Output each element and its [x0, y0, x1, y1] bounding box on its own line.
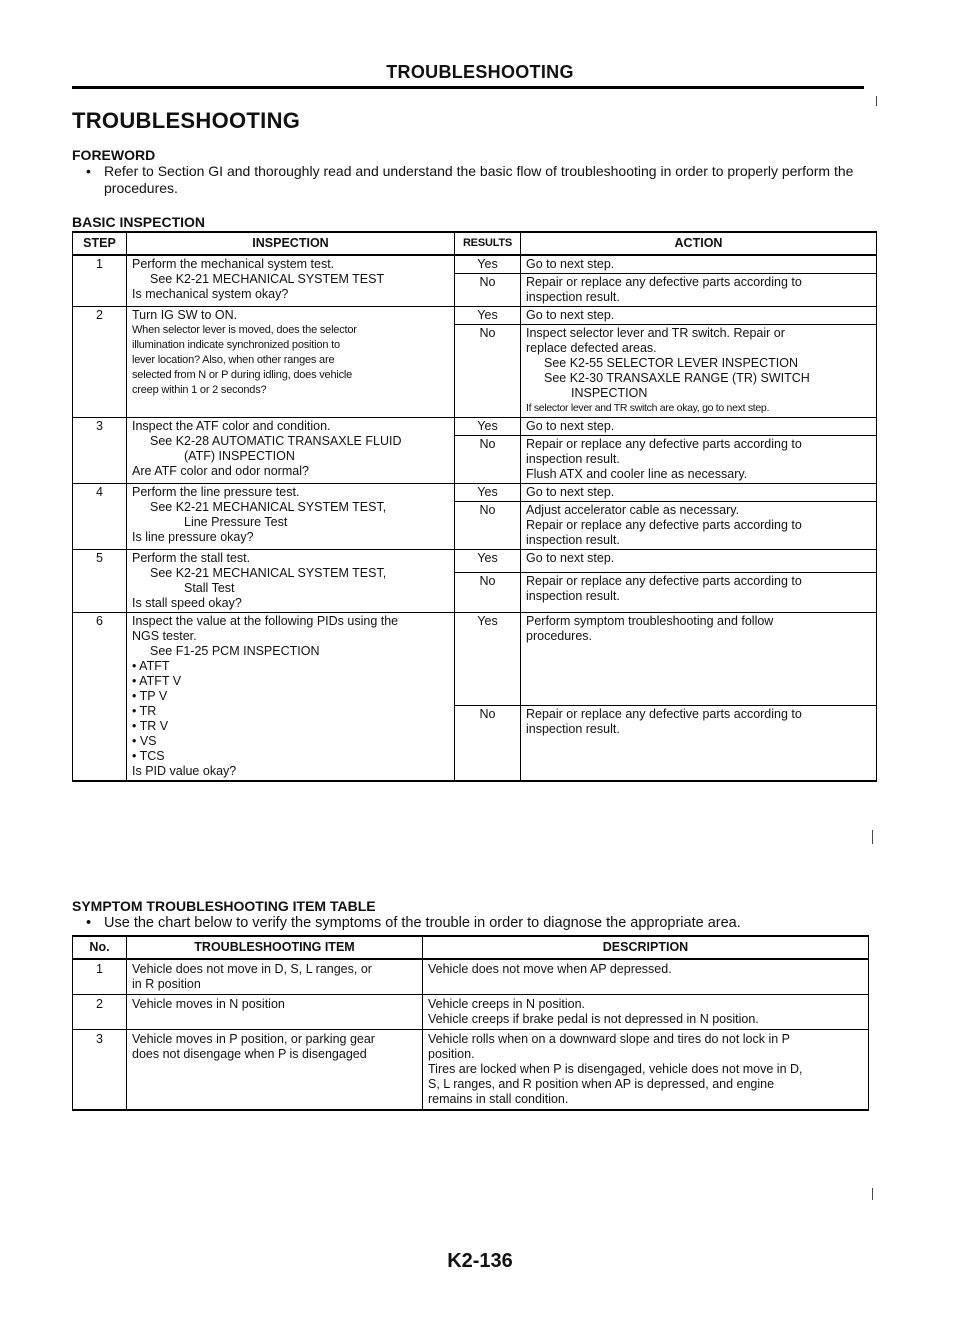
inspection-line: Perform the mechanical system test.: [132, 257, 335, 271]
table-header-row: [73, 232, 877, 255]
step-number: 2: [73, 307, 127, 418]
item-line: Vehicle moves in P position, or parking gear: [132, 1032, 375, 1046]
inspection-line: When selector lever is moved, does the selector: [132, 324, 357, 336]
result-yes: Yes: [455, 418, 521, 436]
header-rule: [72, 86, 864, 89]
description-line: position.: [428, 1047, 475, 1061]
action-reference: See K2-55 SELECTOR LEVER INSPECTION: [544, 356, 799, 370]
action-line: Repair or replace any defective parts according to: [526, 707, 802, 721]
inspection-reference: (ATF) INSPECTION: [184, 449, 295, 463]
description-line: Vehicle does not move when AP depressed.: [428, 962, 672, 976]
basic-inspection-table: [72, 231, 877, 782]
action-line: inspection result.: [526, 589, 620, 603]
action-line: Repair or replace any defective parts according to: [526, 574, 802, 588]
inspection-question: Is line pressure okay?: [132, 530, 254, 544]
table-row: [73, 613, 877, 706]
column-header-results: RESULTS: [455, 232, 521, 255]
result-no: No: [455, 706, 521, 782]
table-header-row: [73, 936, 869, 959]
inspection-question: Is mechanical system okay?: [132, 287, 289, 301]
action-line: Perform symptom troubleshooting and follow: [526, 614, 774, 628]
inspection-reference: See F1-25 PCM INSPECTION: [150, 644, 320, 658]
inspection-question: Is PID value okay?: [132, 764, 237, 778]
item-line: in R position: [132, 977, 201, 991]
inspection-line: Perform the line pressure test.: [132, 485, 300, 499]
action-line: Repair or replace any defective parts according to: [526, 518, 802, 532]
step-number: 6: [73, 613, 127, 782]
inspection-cell: [127, 613, 455, 782]
pid-item: • VS: [132, 734, 157, 748]
table-row: [73, 418, 877, 436]
action-no: [521, 274, 877, 307]
symptom-heading: SYMPTOM TROUBLESHOOTING ITEM TABLE: [72, 898, 376, 914]
table-row: [73, 959, 869, 995]
inspection-line: NGS tester.: [132, 629, 197, 643]
pid-item: • TP V: [132, 689, 168, 703]
action-no: [521, 436, 877, 484]
inspection-cell: [127, 484, 455, 550]
inspection-cell: [127, 550, 455, 613]
result-yes: Yes: [455, 484, 521, 502]
page-number: K2-136: [447, 1250, 513, 1272]
action-line: replace defected areas.: [526, 341, 657, 355]
symptom-number: 2: [73, 995, 127, 1030]
result-no: No: [455, 436, 521, 484]
table-row: [73, 1030, 869, 1111]
table-row: [73, 255, 877, 274]
action-line: inspection result.: [526, 533, 620, 547]
column-header-action: ACTION: [521, 232, 877, 255]
inspection-reference: See K2-21 MECHANICAL SYSTEM TEST: [150, 272, 385, 286]
action-no: [521, 573, 877, 613]
result-yes: Yes: [455, 307, 521, 325]
item-line: does not disengage when P is disengaged: [132, 1047, 367, 1061]
table-row: [73, 307, 877, 325]
action-yes: Go to next step.: [521, 484, 877, 502]
step-number: 3: [73, 418, 127, 484]
section-title: TROUBLESHOOTING: [72, 108, 301, 133]
symptom-item: [127, 1030, 423, 1111]
inspection-line: creep within 1 or 2 seconds?: [132, 384, 267, 396]
inspection-cell: [127, 307, 455, 418]
inspection-reference: See K2-21 MECHANICAL SYSTEM TEST,: [150, 500, 387, 514]
inspection-line: Inspect the ATF color and condition.: [132, 419, 331, 433]
inspection-line: Perform the stall test.: [132, 551, 251, 565]
foreword-text: Refer to Section GI and thoroughly read and understand the basic flow of troubleshooting in order to properly perform the procedures.: [104, 163, 854, 196]
result-yes: Yes: [455, 255, 521, 274]
action-line: Repair or replace any defective parts according to: [526, 437, 802, 451]
pid-item: • TR: [132, 704, 157, 718]
margin-mark: [876, 96, 877, 106]
symptom-description: [423, 1030, 869, 1111]
item-line: Vehicle does not move in D, S, L ranges, or: [132, 962, 372, 976]
step-number: 1: [73, 255, 127, 307]
step-number: 5: [73, 550, 127, 613]
table-row: [73, 995, 869, 1030]
action-line: inspection result.: [526, 290, 620, 304]
symptom-number: 3: [73, 1030, 127, 1111]
inspection-cell: [127, 255, 455, 307]
bullet-icon: •: [86, 915, 92, 931]
margin-mark: [872, 1188, 873, 1200]
action-line: Adjust accelerator cable as necessary.: [526, 503, 740, 517]
pid-item: • TR V: [132, 719, 169, 733]
inspection-reference: See K2-21 MECHANICAL SYSTEM TEST,: [150, 566, 387, 580]
pid-item: • TCS: [132, 749, 165, 763]
margin-mark: [872, 830, 873, 844]
symptom-item: [127, 959, 423, 995]
symptom-item: [127, 995, 423, 1030]
result-no: No: [455, 502, 521, 550]
inspection-question: Are ATF color and odor normal?: [132, 464, 309, 478]
symptom-text: Use the chart below to verify the symptoms of the trouble in order to diagnose the appropriate area.: [104, 915, 741, 931]
description-line: remains in stall condition.: [428, 1092, 569, 1106]
inspection-line: selected from N or P during idling, does vehicle: [132, 369, 353, 381]
inspection-line: Turn IG SW to ON.: [132, 308, 238, 322]
inspection-line: illumination indicate synchronized position to: [132, 339, 340, 351]
action-reference: INSPECTION: [571, 386, 648, 400]
table-row: [73, 550, 877, 573]
foreword-paragraph: [86, 163, 871, 197]
inspection-reference: Stall Test: [184, 581, 235, 595]
action-line: Inspect selector lever and TR switch. Repair or: [526, 326, 785, 340]
result-yes: Yes: [455, 613, 521, 706]
result-yes: Yes: [455, 550, 521, 573]
inspection-cell: [127, 418, 455, 484]
column-header-no: No.: [73, 936, 127, 959]
action-yes: Go to next step.: [521, 307, 877, 325]
action-no: [521, 502, 877, 550]
description-line: Vehicle rolls when on a downward slope and tires do not lock in P: [428, 1032, 791, 1046]
step-number: 4: [73, 484, 127, 550]
symptom-paragraph: [86, 915, 871, 932]
table-row: [73, 484, 877, 502]
column-header-inspection: INSPECTION: [127, 232, 455, 255]
symptom-number: 1: [73, 959, 127, 995]
action-yes: Go to next step.: [521, 550, 877, 573]
action-no: [521, 325, 877, 418]
action-line: Repair or replace any defective parts according to: [526, 275, 802, 289]
inspection-question: Is stall speed okay?: [132, 596, 242, 610]
header-title: TROUBLESHOOTING: [386, 62, 574, 82]
pid-item: • ATFT: [132, 659, 170, 673]
inspection-reference: See K2-28 AUTOMATIC TRANSAXLE FLUID: [150, 434, 402, 448]
action-reference: See K2-30 TRANSAXLE RANGE (TR) SWITCH: [544, 371, 810, 385]
result-no: No: [455, 573, 521, 613]
bullet-icon: •: [86, 163, 91, 179]
inspection-line: Inspect the value at the following PIDs using the: [132, 614, 399, 628]
action-line: inspection result.: [526, 722, 620, 736]
inspection-reference: Line Pressure Test: [184, 515, 288, 529]
symptom-description: [423, 959, 869, 995]
action-line: procedures.: [526, 629, 593, 643]
result-no: No: [455, 325, 521, 418]
description-line: Tires are locked when P is disengaged, vehicle does not move in D,: [428, 1062, 803, 1076]
item-line: Vehicle moves in N position: [132, 997, 285, 1011]
pid-item: • ATFT V: [132, 674, 182, 688]
action-yes: Go to next step.: [521, 255, 877, 274]
inspection-line: lever location? Also, when other ranges are: [132, 354, 335, 366]
column-header-step: STEP: [73, 232, 127, 255]
basic-inspection-heading: BASIC INSPECTION: [72, 214, 206, 230]
action-line: If selector lever and TR switch are okay, go to next step.: [526, 402, 770, 414]
action-yes: [521, 613, 877, 706]
description-line: S, L ranges, and R position when AP is depressed, and engine: [428, 1077, 775, 1091]
foreword-heading: FOREWORD: [72, 147, 156, 163]
column-header-description: DESCRIPTION: [423, 936, 869, 959]
action-no: [521, 706, 877, 782]
description-line: Vehicle creeps in N position.: [428, 997, 586, 1011]
description-line: Vehicle creeps if brake pedal is not depressed in N position.: [428, 1012, 759, 1026]
action-line: Flush ATX and cooler line as necessary.: [526, 467, 748, 481]
symptom-description: [423, 995, 869, 1030]
symptom-table: [72, 935, 869, 1111]
column-header-item: TROUBLESHOOTING ITEM: [127, 936, 423, 959]
result-no: No: [455, 274, 521, 307]
action-line: inspection result.: [526, 452, 620, 466]
action-yes: Go to next step.: [521, 418, 877, 436]
